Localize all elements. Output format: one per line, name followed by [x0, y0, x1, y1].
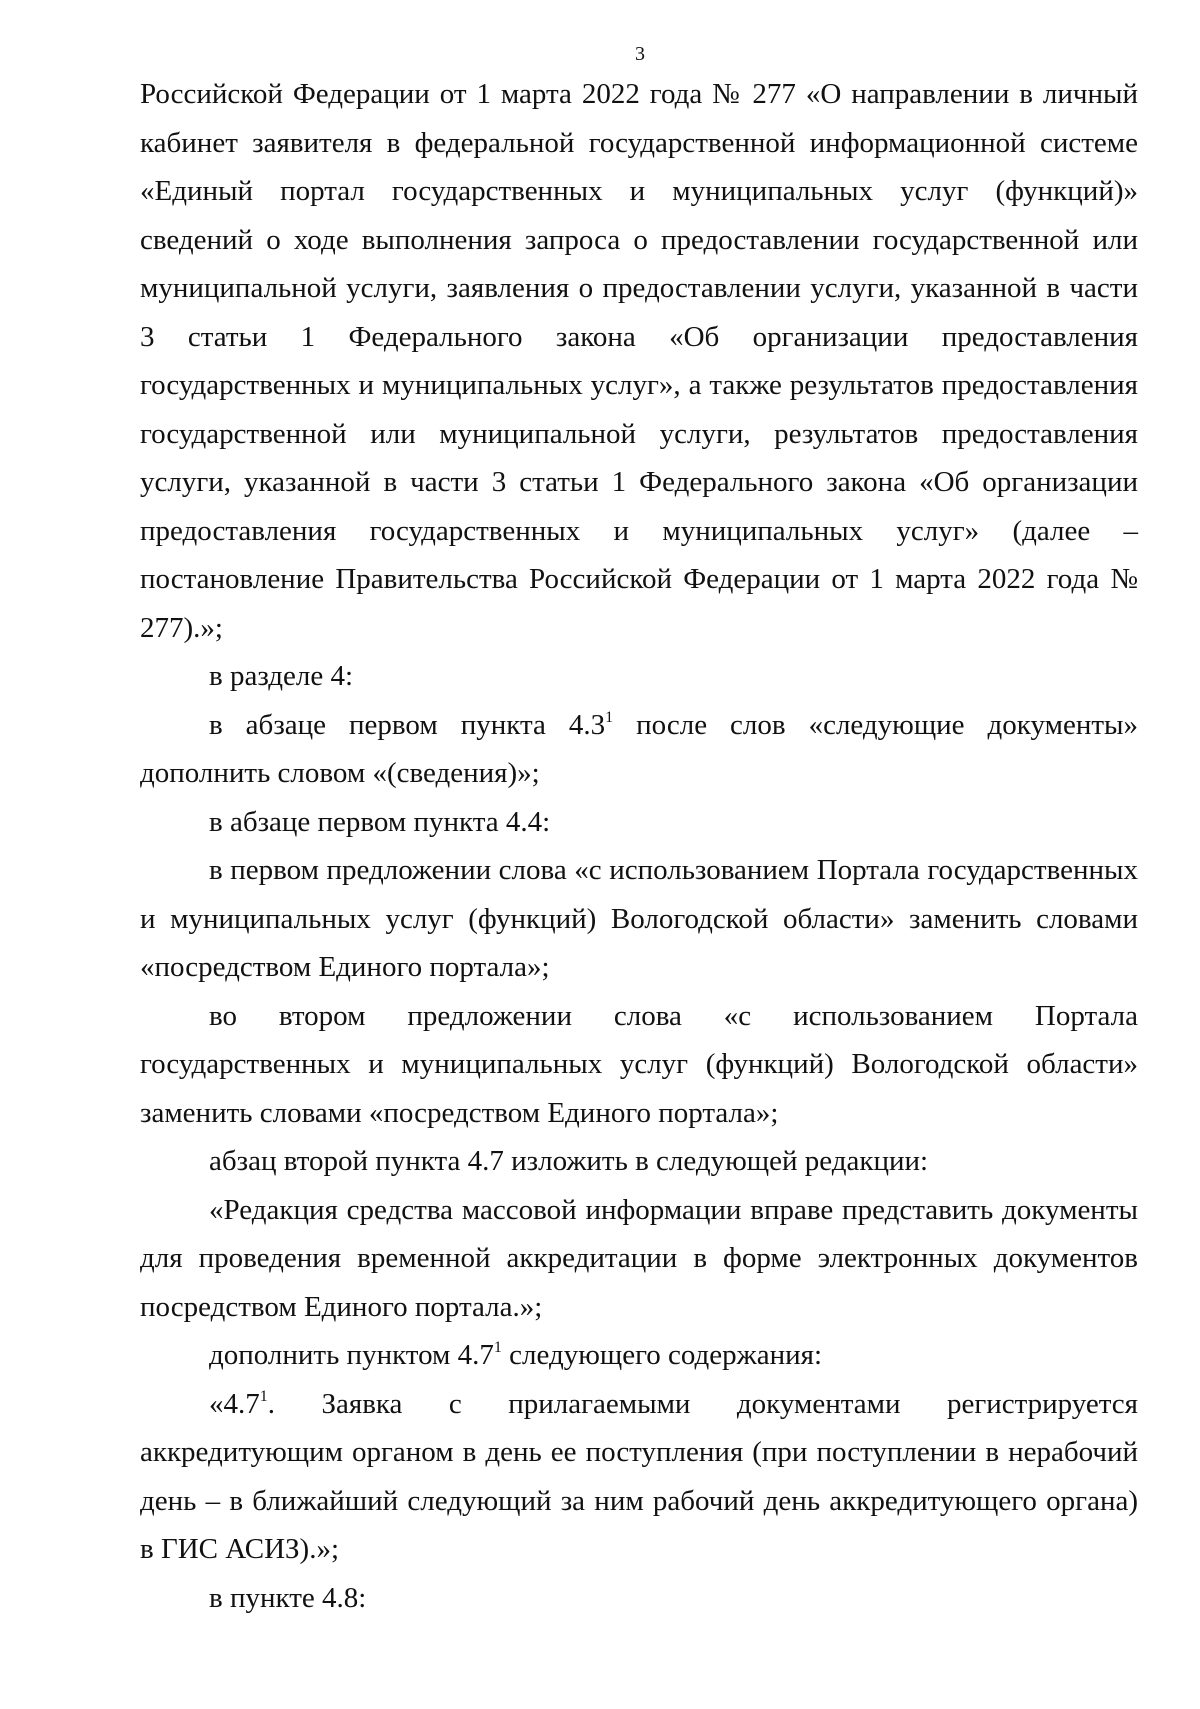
- superscript: 1: [493, 1339, 502, 1356]
- superscript: 1: [259, 1387, 268, 1405]
- page-number: 3: [635, 43, 645, 65]
- paragraph-text-after: . Заявка с прилагаемыми документами регистрируется аккредитующим органом в день ее поступления (при поступлении в нерабочий день – в ближайший следующий за ним рабочий день аккредитующего органа) в ГИС АСИЗ).»;: [140, 1387, 1138, 1565]
- paragraph-text-after: после слов «следующие документы» дополнить словом «(сведения)»;: [140, 708, 1139, 789]
- paragraph-text-before: «4.7: [209, 1387, 260, 1420]
- paragraph-text-after: следующего содержания:: [501, 1339, 823, 1371]
- paragraph-continuation: Российской Федерации от 1 марта 2022 года № 277 «О направлении в личный кабинет заявителя в федеральной государственной информационной системе «Единый портал государственных и муниципальных услуг (функций)» сведений о ходе выполнения запроса о предоставлении государственной или муниципальной услуги, заявления о предоставлении услуги, указанной в части 3 статьи 1 Федерального закона «Об организации предоставления государственных и муниципальных услуг», а также результатов предоставления государственной или муниципальной услуги, результатов предоставления услуги, указанной в части 3 статьи 1 Федерального закона «Об организации предоставления государственных и муниципальных услуг» (далее – постановление Правительства Российской Федерации от 1 марта 2022 года № 277).»;: [140, 78, 1138, 644]
- paragraph-item-4-3-1: [140, 701, 1138, 798]
- paragraph-item-4-8: в пункте 4.8:: [209, 1581, 367, 1614]
- superscript: 1: [605, 708, 614, 726]
- paragraph-add-4-7-1: [140, 1331, 1138, 1380]
- document-body: [140, 70, 1138, 1622]
- paragraph-first-sentence: в первом предложении слова «с использованием Портала государственных и муниципальных услуг (функций) Вологодской области» заменить словами «посредством Единого портала»;: [140, 854, 1138, 983]
- paragraph-quote-4-7-1: [140, 1380, 1138, 1574]
- paragraph-section-4: в разделе 4:: [209, 660, 354, 692]
- paragraph-item-4-7: абзац второй пункта 4.7 изложить в следующей редакции:: [209, 1145, 929, 1177]
- paragraph-text-before: в абзаце первом пункта 4.3: [209, 708, 606, 741]
- paragraph-second-sentence: во втором предложении слова «с использованием Портала государственных и муниципальных услуг (функций) Вологодской области» заменить словами «посредством Единого портала»;: [140, 999, 1138, 1129]
- paragraph-item-4-4: в абзаце первом пункта 4.4:: [209, 805, 551, 838]
- paragraph-quote-4-7: «Редакция средства массовой информации вправе представить документы для проведения временной аккредитации в форме электронных документов посредством Единого портала.»;: [140, 1193, 1138, 1323]
- paragraph-text-before: дополнить пунктом 4.7: [209, 1339, 494, 1371]
